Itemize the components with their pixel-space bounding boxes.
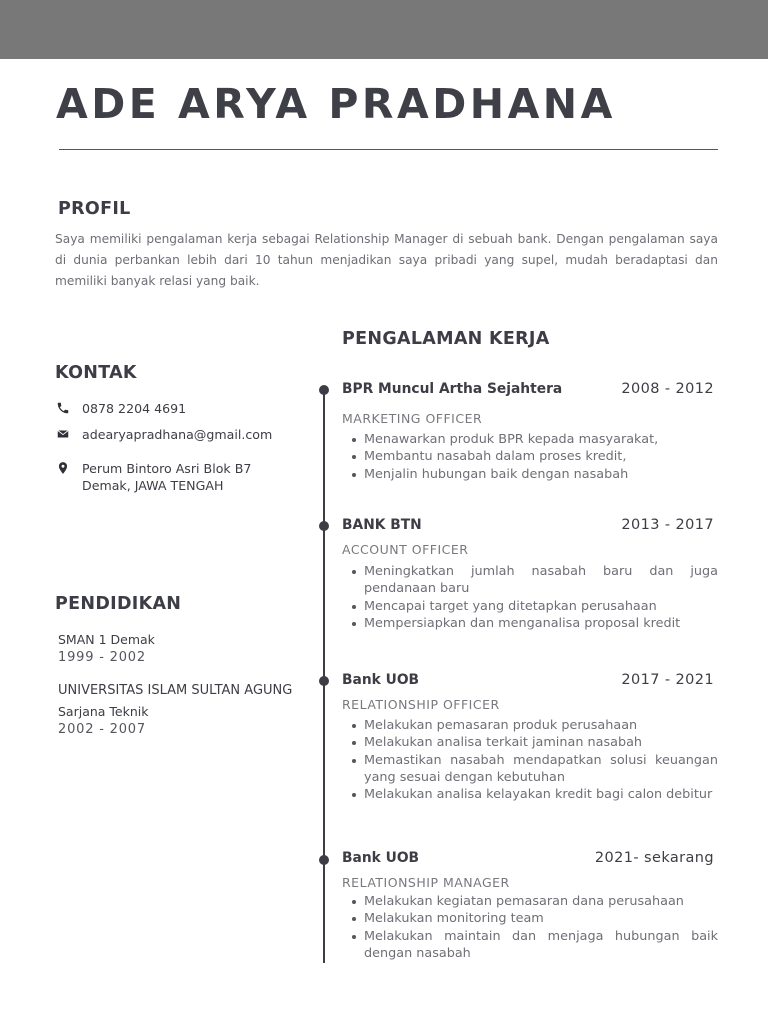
contact-email[interactable]: adearyapradhana@gmail.com (82, 427, 273, 442)
timeline-dot (319, 385, 329, 395)
contact-phone: 0878 2204 4691 (82, 401, 187, 416)
education-years: 2002 - 2007 (58, 722, 146, 737)
job-company: Bank UOB (342, 672, 420, 688)
location-pin-icon (56, 461, 70, 475)
contact-phone-row (56, 400, 186, 417)
profile-text: Saya memiliki pengalaman kerja sebagai Relationship Manager di sebuah bank. Dengan pengalaman saya di dunia perbankan lebih dari 10 tahun menjadikan saya pribadi yang supel, mudah beradaptasi dan memiliki banyak relasi yang baik. (55, 232, 718, 288)
education-school: UNIVERSITAS ISLAM SULTAN AGUNG (58, 683, 293, 698)
job-period: 2021- sekarang (594, 850, 714, 866)
job-duties-list (342, 563, 718, 632)
mail-icon (56, 427, 70, 441)
job-duty: Melakukan monitoring team (364, 910, 718, 927)
contact-address-line1: Perum Bintoro Asri Blok B7 (82, 461, 252, 476)
job-duty: Mempersiapkan dan menganalisa proposal kredit (364, 615, 718, 632)
experience-heading: PENGALAMAN KERJA (342, 329, 550, 349)
job-title: RELATIONSHIP MANAGER (342, 875, 510, 890)
job-duty: Meningkatkan jumlah nasabah baru dan juga pendanaan baru (364, 564, 718, 597)
job-period: 2013 - 2017 (621, 517, 714, 533)
job-duties-list (342, 431, 718, 483)
education-heading: PENDIDIKAN (55, 594, 182, 614)
job-duties-list (342, 893, 718, 962)
job-title: RELATIONSHIP OFFICER (342, 697, 500, 712)
job-duty: Membantu nasabah dalam proses kredit, (364, 448, 718, 465)
job-company: BPR Muncul Artha Sejahtera (342, 381, 563, 397)
contact-email-row (56, 426, 272, 443)
job-duty: Melakukan analisa terkait jaminan nasabah (364, 734, 718, 751)
job-period: 2017 - 2021 (621, 672, 714, 688)
job-company: BANK BTN (342, 517, 422, 533)
job-period: 2008 - 2012 (621, 381, 714, 397)
header-divider (59, 149, 718, 150)
job-duty: Menjalin hubungan baik dengan nasabah (364, 466, 718, 483)
job-duty: Melakukan kegiatan pemasaran dana perusahaan (364, 893, 718, 910)
job-company: Bank UOB (342, 850, 420, 866)
job-duty: Melakukan pemasaran produk perusahaan (364, 717, 718, 734)
job-title: ACCOUNT OFFICER (342, 542, 469, 557)
job-duty: Memastikan nasabah mendapatkan solusi keuangan yang sesuai dengan kebutuhan (364, 752, 718, 785)
phone-icon (56, 401, 70, 415)
timeline-dot (319, 676, 329, 686)
contact-heading: KONTAK (55, 363, 137, 383)
job-duty: Mencapai target yang ditetapkan perusahaan (364, 598, 718, 615)
job-title: MARKETING OFFICER (342, 411, 483, 426)
job-duty: Menawarkan produk BPR kepada masyarakat, (364, 431, 718, 448)
job-duties-list (342, 717, 718, 803)
contact-address-row (56, 460, 251, 494)
job-duty: Melakukan analisa kelayakan kredit bagi calon debitur (364, 786, 718, 803)
profile-heading: PROFIL (58, 199, 131, 219)
timeline-dot (319, 855, 329, 865)
education-years: 1999 - 2002 (58, 650, 146, 665)
education-school: SMAN 1 Demak (58, 632, 155, 647)
contact-address-line2: Demak, JAWA TENGAH (82, 478, 224, 493)
education-degree: Sarjana Teknik (58, 704, 149, 719)
job-duty: Melakukan maintain dan menjaga hubungan baik dengan nasabah (364, 928, 718, 961)
timeline-dot (319, 521, 329, 531)
resume-name: ADE ARYA PRADHANA (56, 80, 616, 128)
header-band (0, 0, 768, 59)
